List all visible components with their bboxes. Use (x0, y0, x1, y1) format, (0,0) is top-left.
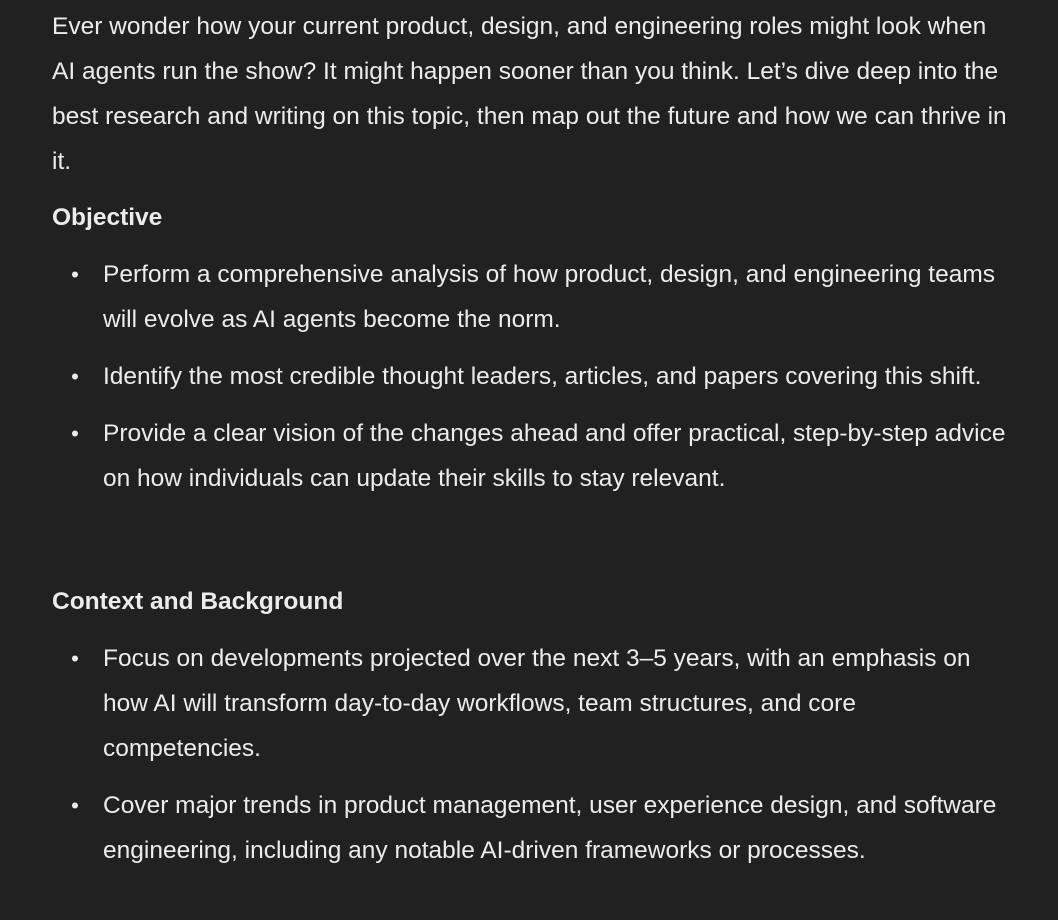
list-item-text: Identify the most credible thought leaders, articles, and papers covering this shift. (103, 363, 982, 390)
context-heading: Context and Background (52, 588, 344, 615)
list-item (52, 411, 1012, 501)
objective-heading: Objective (52, 204, 163, 231)
list-item-text: Cover major trends in product management, user experience design, and software engineering, including any notable AI-driven frameworks or processes. (103, 792, 997, 864)
list-item-text: Focus on developments projected over the next 3–5 years, with an emphasis on how AI will transform day-to-day workflows, team structures, and core competencies. (103, 645, 971, 762)
context-list (52, 636, 1012, 885)
bullet-icon: • (71, 646, 79, 671)
list-item-text: Provide a clear vision of the changes ahead and offer practical, step-by-step advice on how individuals can update their skills to stay relevant. (103, 420, 1006, 492)
list-item (52, 783, 1012, 873)
bullet-icon: • (71, 262, 79, 287)
bullet-icon: • (71, 364, 79, 389)
list-item (52, 252, 1012, 342)
bullet-icon: • (71, 793, 79, 818)
list-item (52, 354, 1012, 399)
list-item (52, 636, 1012, 771)
objective-list (52, 252, 1012, 513)
list-item-text: Perform a comprehensive analysis of how product, design, and engineering teams will evolve as AI agents become the norm. (103, 261, 996, 333)
intro-paragraph: Ever wonder how your current product, design, and engineering roles might look when AI agents run the show? It might happen sooner than you think. Let’s dive deep into the best research and writing on this topic, then map out the future and how we can thrive in it. (52, 13, 1007, 175)
bullet-icon: • (71, 421, 79, 446)
